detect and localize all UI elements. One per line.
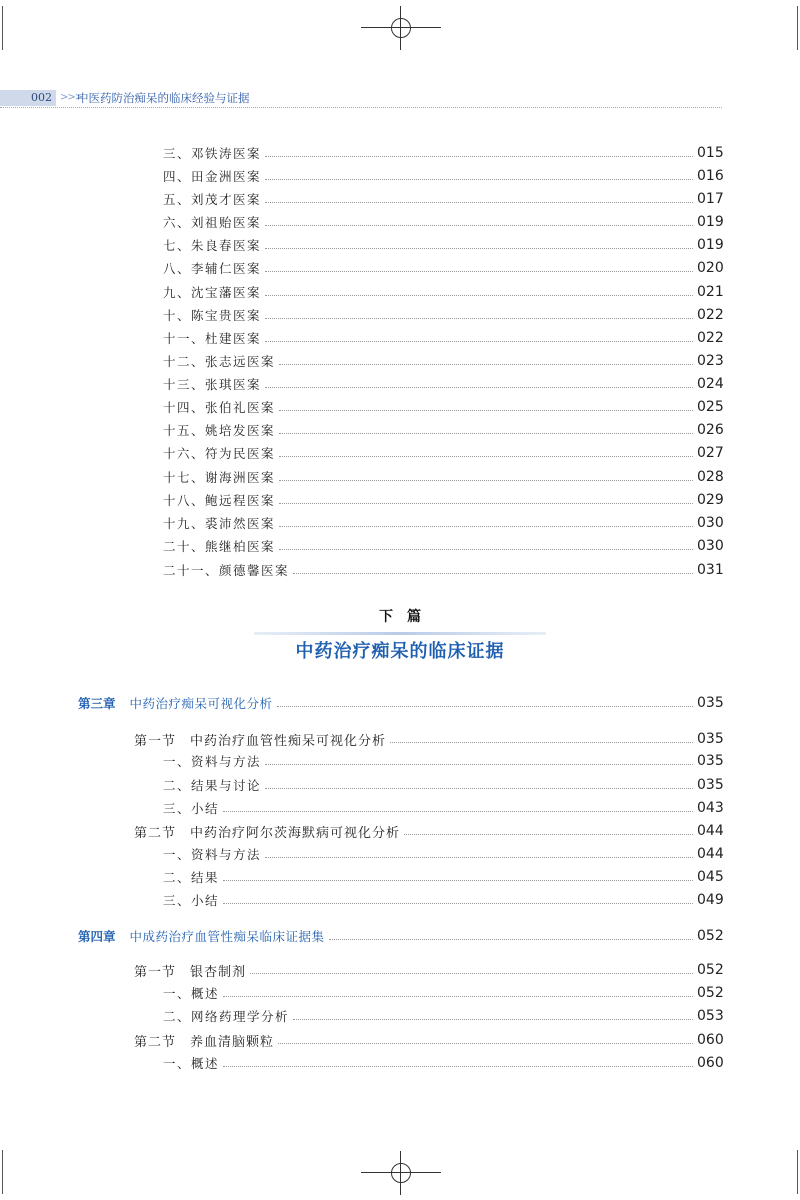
edge-mark-top-left bbox=[2, 6, 3, 50]
header-arrows: >>> bbox=[60, 92, 83, 103]
subsection-entry[interactable]: 二、结果 045 bbox=[163, 869, 724, 885]
crop-mark-bottom bbox=[361, 1151, 441, 1195]
chapter-page: 052 bbox=[697, 928, 724, 944]
part-heading bbox=[0, 606, 800, 663]
chapter-number: 第三章 bbox=[78, 696, 116, 711]
toc-entry[interactable]: 六、刘祖贻医案 019 bbox=[163, 214, 724, 230]
edge-mark-top-right bbox=[797, 6, 798, 50]
toc-entry[interactable]: 二十一、颜德馨医案 031 bbox=[163, 562, 724, 578]
toc-entry[interactable]: 五、刘茂才医案 017 bbox=[163, 191, 724, 207]
toc-entry[interactable]: 十六、符为民医案 027 bbox=[163, 445, 724, 461]
chapter-title: 中药治疗痴呆可视化分析 bbox=[129, 696, 273, 711]
toc-entry[interactable]: 十九、裘沛然医案 030 bbox=[163, 515, 724, 531]
chapter-title: 中成药治疗血管性痴呆临床证据集 bbox=[129, 929, 325, 944]
section-entry[interactable]: 第一节 银杏制剂 052 bbox=[134, 962, 724, 980]
section-entry[interactable]: 第二节 养血清脑颗粒 060 bbox=[134, 1032, 724, 1050]
toc-entry[interactable]: 十五、姚培发医案 026 bbox=[163, 422, 724, 438]
part-divider bbox=[254, 632, 546, 635]
chapter-3-entry[interactable] bbox=[78, 693, 723, 713]
header-rule bbox=[0, 107, 722, 108]
part-subtitle: 下篇 bbox=[379, 609, 435, 625]
running-header bbox=[0, 90, 722, 108]
subsection-entry[interactable]: 一、资料与方法 044 bbox=[163, 846, 724, 862]
toc-entry[interactable]: 九、沈宝藩医案 021 bbox=[163, 284, 724, 300]
toc-entry[interactable]: 八、李辅仁医案 020 bbox=[163, 260, 724, 276]
toc-entry[interactable]: 十八、鲍远程医案 029 bbox=[163, 492, 724, 508]
toc-entry[interactable]: 二十、熊继柏医案 030 bbox=[163, 538, 724, 554]
toc-entry[interactable]: 十四、张伯礼医案 025 bbox=[163, 399, 724, 415]
section-entry[interactable]: 第二节 中药治疗阿尔茨海默病可视化分析 044 bbox=[134, 823, 724, 841]
edge-mark-bottom-left bbox=[2, 1150, 3, 1194]
subsection-entry[interactable]: 二、结果与讨论 035 bbox=[163, 777, 724, 793]
book-title: 中医药防治痴呆的临床经验与证据 bbox=[77, 91, 250, 105]
part-title: 中药治疗痴呆的临床证据 bbox=[295, 641, 505, 662]
crop-mark-top bbox=[361, 6, 441, 50]
page-number: 002 bbox=[0, 90, 56, 106]
toc-entry[interactable]: 四、田金洲医案 016 bbox=[163, 168, 724, 184]
toc-entry[interactable]: 七、朱良春医案 019 bbox=[163, 237, 724, 253]
chapter-page: 035 bbox=[697, 695, 724, 711]
subsection-entry[interactable]: 三、小结 049 bbox=[163, 892, 724, 908]
chapter-number: 第四章 bbox=[78, 929, 116, 944]
toc-entry[interactable]: 十一、杜建医案 022 bbox=[163, 330, 724, 346]
subsection-entry[interactable]: 二、网络药理学分析 053 bbox=[163, 1008, 724, 1024]
subsection-entry[interactable]: 三、小结 043 bbox=[163, 800, 724, 816]
toc-entry[interactable]: 十、陈宝贵医案 022 bbox=[163, 307, 724, 323]
toc-entry[interactable]: 三、邓铁涛医案 015 bbox=[163, 145, 724, 161]
chapter-4-entry[interactable] bbox=[78, 926, 723, 946]
toc-entry[interactable]: 十七、谢海洲医案 028 bbox=[163, 469, 724, 485]
subsection-entry[interactable]: 一、资料与方法 035 bbox=[163, 753, 724, 769]
subsection-entry[interactable]: 一、概述 060 bbox=[163, 1055, 724, 1071]
subsection-entry[interactable]: 一、概述 052 bbox=[163, 985, 724, 1001]
edge-mark-bottom-right bbox=[797, 1150, 798, 1194]
section-entry[interactable]: 第一节 中药治疗血管性痴呆可视化分析 035 bbox=[134, 731, 724, 749]
toc-entry[interactable]: 十三、张琪医案 024 bbox=[163, 376, 724, 392]
toc-entry[interactable]: 十二、张志远医案 023 bbox=[163, 353, 724, 369]
